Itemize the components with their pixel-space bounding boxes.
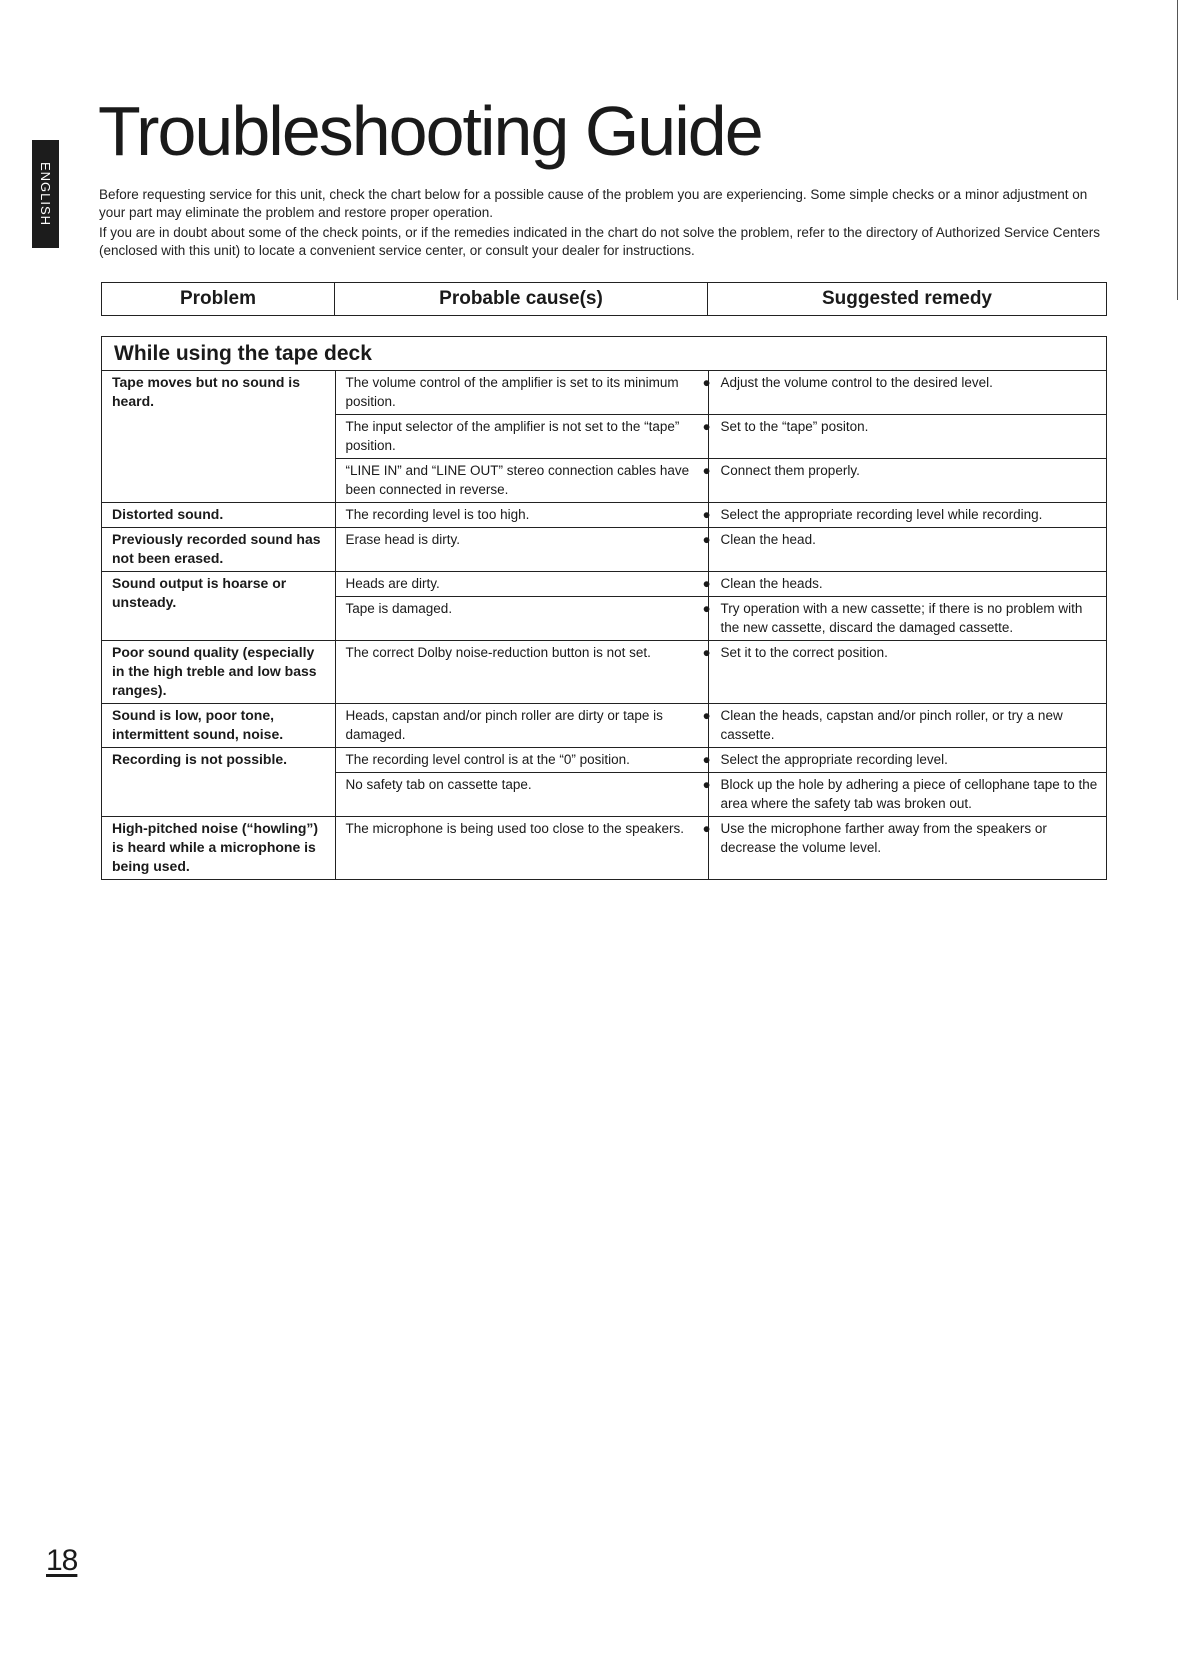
problem-cell: Tape moves but no sound is heard. [102,371,335,503]
troubleshooting-table [101,336,1107,880]
remedy-text: Try operation with a new cassette; if there is no problem with the new cassette, discard the damaged cassette. [720,601,1083,635]
cause-cell: Erase head is dirty. [335,528,708,572]
cause-cell: The volume control of the amplifier is set to its minimum position. [335,371,708,415]
remedy-cell [702,704,1106,748]
remedy-text: Block up the hole by adhering a piece of cellophane tape to the area where the safety tab was broken out. [720,777,1098,811]
header-remedy: Suggested remedy [822,288,992,309]
table-row [102,371,1106,415]
remedy-cell [702,641,1106,704]
remedy-text: Clean the heads, capstan and/or pinch roller, or try a new cassette. [720,708,1063,742]
problem-cell: Sound is low, poor tone, intermittent sound, noise. [102,704,335,748]
language-tab-label: ENGLISH [38,161,53,227]
problem-cell: Distorted sound. [102,503,335,528]
cause-cell: The correct Dolby noise-reduction button is not set. [335,641,708,704]
remedy-text: Set to the “tape” positon. [720,419,869,434]
remedy-cell [702,528,1106,572]
column-header-row [101,282,1107,316]
cause-cell: The recording level control is at the “0” position. [335,748,708,773]
problem-cell: Recording is not possible. [102,748,335,817]
remedy-text: Clean the heads. [720,576,823,591]
cause-cell: Heads are dirty. [335,572,708,597]
bullet-icon: ● [702,463,711,478]
remedy-cell [702,817,1106,880]
remedy-text: Connect them properly. [720,463,860,478]
margin-rule [1177,0,1178,300]
table-row [102,641,1106,704]
bullet-icon: ● [702,576,711,591]
remedy-cell [702,503,1106,528]
header-cause: Probable cause(s) [335,283,708,315]
cause-cell: No safety tab on cassette tape. [335,773,708,817]
remedy-cell [702,459,1106,503]
bullet-icon: ● [702,532,711,547]
intro-paragraph-1: Before requesting service for this unit, check the chart below for a possible cause of the problem you are experiencing. Some simple checks or a minor adjustment on your part may eliminate the problem and restore proper operation. [99,187,1088,220]
language-tab [32,140,59,248]
remedy-text: Clean the head. [720,532,816,547]
bullet-icon: ● [702,419,711,434]
table-row [102,528,1106,572]
section-title: While using the tape deck [102,337,1106,371]
table-row [102,572,1106,597]
remedy-cell [702,371,1106,415]
intro-text [99,186,1109,262]
bullet-icon: ● [702,507,711,522]
problem-cell: High-pitched noise (“howling”) is heard while a microphone is being used. [102,817,335,880]
bullet-icon: ● [702,708,711,723]
bullet-icon: ● [702,645,711,660]
bullet-icon: ● [702,777,711,792]
bullet-icon: ● [702,752,711,767]
problem-cell: Sound output is hoarse or unsteady. [102,572,335,641]
header-problem: Problem [102,283,335,315]
intro-paragraph-2: If you are in doubt about some of the check points, or if the remedies indicated in the chart do not solve the problem, refer to the directory of Authorized Service Centers (enclosed with this unit) to locate a convenient service center, or consult your dealer for instructions. [99,225,1101,258]
table-row [102,503,1106,528]
cause-cell: “LINE IN” and “LINE OUT” stereo connection cables have been connected in reverse. [335,459,708,503]
page-title: Troubleshooting Guide [98,92,762,170]
problem-cell: Poor sound quality (especially in the high treble and low bass ranges). [102,641,335,704]
table-row [102,704,1106,748]
bullet-icon: ● [702,375,711,390]
table-row [102,748,1106,773]
cause-cell: Heads, capstan and/or pinch roller are dirty or tape is damaged. [335,704,708,748]
bullet-icon: ● [702,601,711,616]
remedy-cell [702,773,1106,817]
remedy-cell [702,415,1106,459]
cause-cell: The microphone is being used too close to the speakers. [335,817,708,880]
remedy-cell [702,597,1106,641]
table-row [102,817,1106,880]
remedy-text: Select the appropriate recording level while recording. [720,507,1043,522]
problem-cell: Previously recorded sound has not been erased. [102,528,335,572]
remedy-text: Adjust the volume control to the desired level. [720,375,993,390]
page-number: 18 [46,1544,78,1577]
cause-cell: Tape is damaged. [335,597,708,641]
cause-cell: The recording level is too high. [335,503,708,528]
remedy-text: Set it to the correct position. [720,645,888,660]
remedy-text: Select the appropriate recording level. [720,752,948,767]
remedy-text: Use the microphone farther away from the speakers or decrease the volume level. [720,821,1047,855]
remedy-cell [702,572,1106,597]
bullet-icon: ● [702,821,711,836]
cause-cell: The input selector of the amplifier is not set to the “tape” position. [335,415,708,459]
remedy-cell [702,748,1106,773]
